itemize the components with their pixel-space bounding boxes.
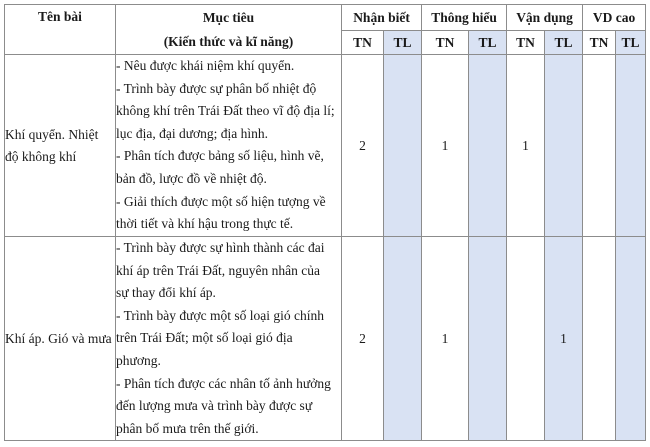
count-recognition-tl: [384, 55, 422, 237]
count-understanding-tl: [469, 55, 507, 237]
header-objective-title: Mục tiêu: [202, 9, 255, 25]
header-tn: TN: [342, 31, 384, 55]
header-level-high-application: VD cao: [583, 5, 646, 31]
count-recognition-tn: 2: [342, 237, 384, 441]
objective-line: - Phân tích được các nhân tố ảnh hưởng: [116, 375, 331, 391]
objectives-cell: [116, 55, 342, 237]
count-high-application-tl: [616, 55, 646, 237]
count-application-tn: 1: [507, 55, 545, 237]
lesson-name: Khí áp. Gió và mưa: [5, 237, 116, 441]
objective-line: đến lượng mưa và trình bày được sự: [116, 398, 313, 414]
objective-line: - Trình bày được sự phân bố nhiệt độ: [116, 80, 317, 96]
count-high-application-tl: [616, 237, 646, 441]
objective-line: - Nêu được khái niệm khí quyển.: [116, 58, 295, 73]
header-tl: TL: [384, 31, 422, 55]
exam-matrix-table: [4, 4, 646, 441]
header-tl: TL: [545, 31, 583, 55]
objective-line: lục địa, đại dương; địa hình.: [116, 125, 269, 141]
lesson-name: Khí quyển. Nhiệt độ không khí: [5, 55, 116, 237]
objective-line: không khí trên Trái Đất theo vĩ độ địa lí;: [116, 103, 335, 119]
count-understanding-tl: [469, 237, 507, 441]
objective-line: - Phân tích được bảng số liệu, hình vẽ,: [116, 148, 324, 164]
objective-line: - Giải thích được một số hiện tượng về: [116, 193, 326, 209]
objective-line: phân bố mưa trên thế giới.: [116, 420, 259, 436]
objective-line: sự thay đổi khí áp.: [116, 285, 216, 301]
objective-line: bản đồ, lược đồ về nhiệt độ.: [116, 170, 267, 186]
header-tl: TL: [616, 31, 646, 55]
header-level-recognition: Nhận biết: [342, 5, 422, 31]
table-row: [5, 237, 646, 441]
objective-line: khí áp trên Trái Đất, nguyên nhân của: [116, 262, 320, 278]
header-level-application: Vận dụng: [507, 5, 583, 31]
objectives-cell: [116, 237, 342, 441]
count-application-tl: 1: [545, 237, 583, 441]
header-tn: TN: [422, 31, 469, 55]
count-recognition-tn: 2: [342, 55, 384, 237]
count-high-application-tn: [583, 55, 616, 237]
count-application-tl: [545, 55, 583, 237]
header-objective-subtitle: (Kiến thức và kĩ năng): [163, 33, 294, 49]
objective-line: - Trình bày được sự hình thành các đai: [116, 240, 325, 255]
objective-line: phương.: [116, 352, 161, 368]
header-level-understanding: Thông hiểu: [422, 5, 507, 31]
header-tn: TN: [583, 31, 616, 55]
header-lesson: Tên bài: [5, 5, 116, 55]
header-objective: [116, 5, 342, 55]
objective-line: trên Trái Đất; một số loại gió địa: [116, 330, 293, 346]
header-tl: TL: [469, 31, 507, 55]
count-understanding-tn: 1: [422, 55, 469, 237]
header-tn: TN: [507, 31, 545, 55]
count-high-application-tn: [583, 237, 616, 441]
count-understanding-tn: 1: [422, 237, 469, 441]
objective-line: - Trình bày được một số loại gió chính: [116, 307, 324, 323]
objective-line: thời tiết và khí hậu trong thực tế.: [116, 216, 294, 232]
count-recognition-tl: [384, 237, 422, 441]
count-application-tn: [507, 237, 545, 441]
header-row-levels: [5, 5, 646, 31]
table-row: [5, 55, 646, 237]
